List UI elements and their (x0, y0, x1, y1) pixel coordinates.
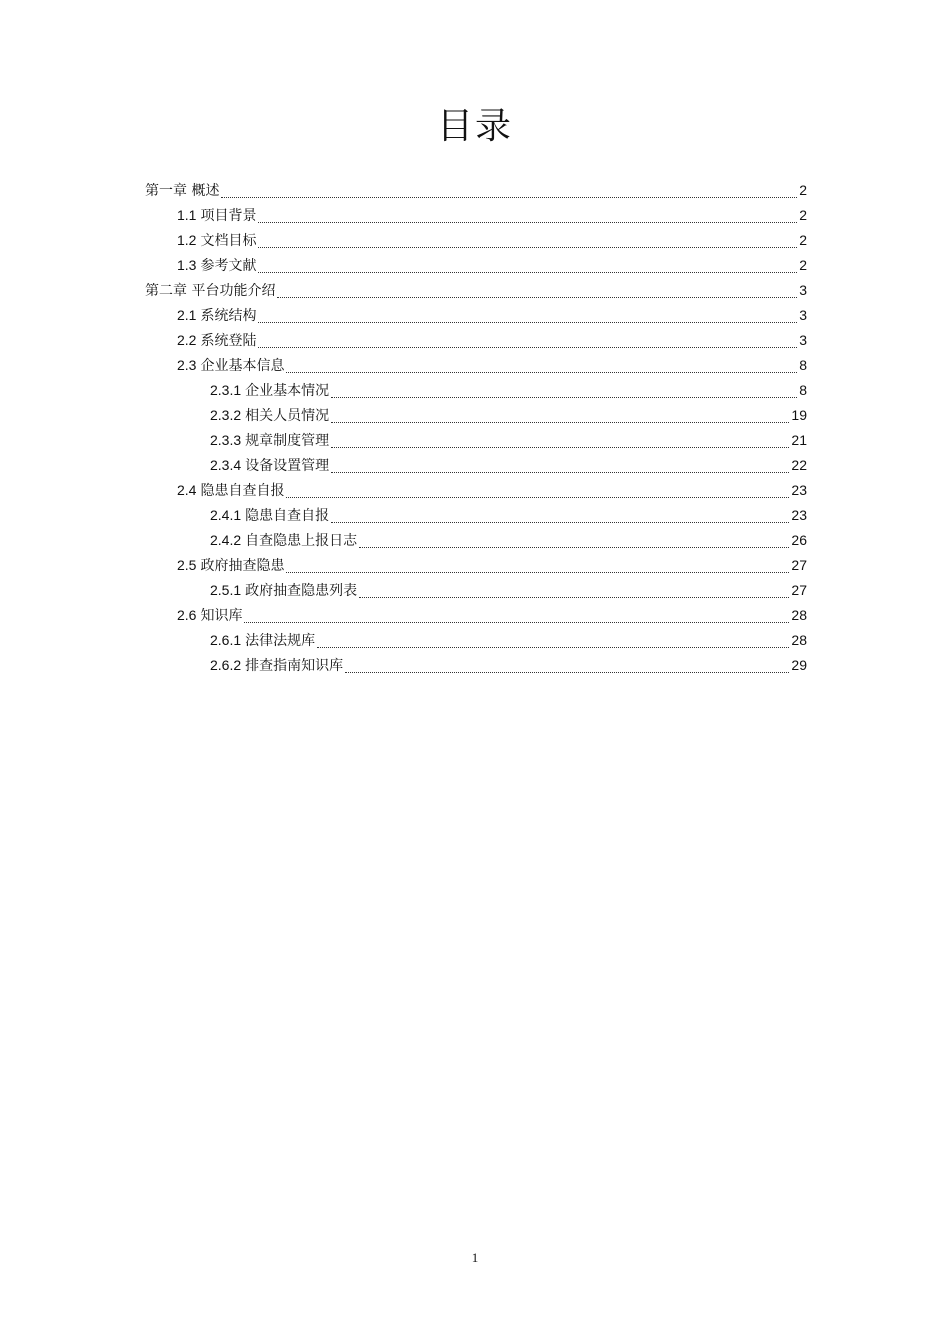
toc-entry-page: 2 (799, 182, 807, 198)
toc-entry-number: 2.2 (177, 332, 197, 348)
toc-entry[interactable] (145, 328, 807, 353)
toc-entry-page: 2 (799, 257, 807, 273)
toc-entry-page: 26 (791, 532, 807, 548)
toc-entry-title: 第二章 平台功能介绍 (145, 283, 276, 299)
toc-entry-page: 8 (799, 357, 807, 373)
page-title: 目录 (436, 106, 513, 147)
toc-entry[interactable] (145, 353, 807, 378)
toc-leader-dots (286, 571, 789, 573)
toc-entry[interactable] (145, 278, 807, 303)
toc-leader-dots (331, 446, 789, 448)
toc-entry-number: 1.1 (177, 207, 197, 223)
toc-entry-page: 23 (791, 507, 807, 523)
toc-entry-title: 排查指南知识库 (245, 658, 344, 674)
toc-entry-title: 第一章 概述 (145, 183, 220, 199)
toc-entry-title: 规章制度管理 (245, 433, 330, 449)
toc-entry-page: 3 (799, 307, 807, 323)
toc-entry-page: 2 (799, 232, 807, 248)
toc-entry-number: 2.6.1 (210, 632, 242, 648)
toc-entry-title: 政府抽查隐患列表 (245, 583, 358, 599)
toc-entry-title: 企业基本信息 (200, 358, 285, 374)
toc-entry-title: 自查隐患上报日志 (245, 533, 358, 549)
toc-entry-title: 知识库 (200, 608, 243, 624)
toc-leader-dots (244, 621, 789, 623)
toc-leader-dots (277, 296, 797, 298)
toc-entry-page: 21 (791, 432, 807, 448)
toc-entry-page: 23 (791, 482, 807, 498)
toc-entry[interactable] (145, 553, 807, 578)
toc-entry-page: 19 (791, 407, 807, 423)
toc-entry-title: 系统登陆 (200, 333, 257, 349)
toc-entry-number: 2.3.4 (210, 457, 242, 473)
toc-entry-number: 2.3 (177, 357, 197, 373)
toc-entry-title: 系统结构 (200, 308, 257, 324)
toc-entry[interactable] (145, 478, 807, 503)
toc-entry[interactable] (145, 503, 807, 528)
toc-entry-page: 3 (799, 332, 807, 348)
toc-entry-number: 2.5.1 (210, 582, 242, 598)
toc-entry[interactable] (145, 603, 807, 628)
toc-entry-title: 项目背景 (200, 208, 257, 224)
toc-entry[interactable] (145, 453, 807, 478)
toc-leader-dots (258, 246, 797, 248)
toc-entry[interactable] (145, 628, 807, 653)
toc-entry-page: 3 (799, 282, 807, 298)
toc-entry-number: 2.3.3 (210, 432, 242, 448)
toc-entry-title: 政府抽查隐患 (200, 558, 285, 574)
toc-entry-title: 设备设置管理 (245, 458, 330, 474)
toc-entry-page: 2 (799, 207, 807, 223)
toc-entry-number: 2.3.2 (210, 407, 242, 423)
toc-entry-page: 28 (791, 607, 807, 623)
toc-entry[interactable] (145, 528, 807, 553)
toc-entry-page: 27 (791, 582, 807, 598)
toc-entry[interactable] (145, 378, 807, 403)
toc-leader-dots (331, 421, 789, 423)
toc-entry-title: 相关人员情况 (245, 408, 330, 424)
toc-entry[interactable] (145, 178, 807, 203)
toc-leader-dots (258, 346, 797, 348)
toc-leader-dots (359, 546, 789, 548)
toc-entry-page: 27 (791, 557, 807, 573)
toc-entry[interactable] (145, 428, 807, 453)
toc-entry-number: 1.2 (177, 232, 197, 248)
toc-leader-dots (286, 371, 797, 373)
toc-entry-number: 1.3 (177, 257, 197, 273)
toc-entry-page: 28 (791, 632, 807, 648)
toc-entry-number: 2.3.1 (210, 382, 242, 398)
toc-leader-dots (258, 221, 797, 223)
toc-entry[interactable] (145, 228, 807, 253)
toc-entry-page: 8 (799, 382, 807, 398)
toc-leader-dots (258, 271, 797, 273)
toc-entry[interactable] (145, 403, 807, 428)
toc-entry-number: 2.4.1 (210, 507, 242, 523)
toc-entry-number: 2.4 (177, 482, 197, 498)
table-of-contents (145, 178, 807, 678)
toc-leader-dots (331, 521, 789, 523)
toc-leader-dots (331, 396, 797, 398)
toc-entry-number: 2.5 (177, 557, 197, 573)
toc-entry-title: 法律法规库 (245, 633, 316, 649)
toc-leader-dots (286, 496, 789, 498)
toc-entry[interactable] (145, 253, 807, 278)
toc-entry-title: 文档目标 (200, 233, 257, 249)
toc-entry[interactable] (145, 653, 807, 678)
toc-leader-dots (317, 646, 789, 648)
toc-entry[interactable] (145, 203, 807, 228)
toc-leader-dots (345, 671, 789, 673)
toc-entry[interactable] (145, 578, 807, 603)
toc-entry-title: 企业基本情况 (245, 383, 330, 399)
toc-entry-title: 隐患自查自报 (200, 483, 285, 499)
toc-entry-title: 隐患自查自报 (245, 508, 330, 524)
page-number: 1 (471, 1250, 479, 1265)
toc-entry[interactable] (145, 303, 807, 328)
toc-entry-title: 参考文献 (200, 258, 257, 274)
toc-entry-number: 2.4.2 (210, 532, 242, 548)
toc-leader-dots (359, 596, 789, 598)
toc-leader-dots (221, 196, 797, 198)
toc-leader-dots (258, 321, 797, 323)
toc-entry-number: 2.6 (177, 607, 197, 623)
toc-leader-dots (331, 471, 789, 473)
toc-entry-number: 2.6.2 (210, 657, 242, 673)
toc-entry-number: 2.1 (177, 307, 197, 323)
toc-entry-page: 29 (791, 657, 807, 673)
toc-entry-page: 22 (791, 457, 807, 473)
